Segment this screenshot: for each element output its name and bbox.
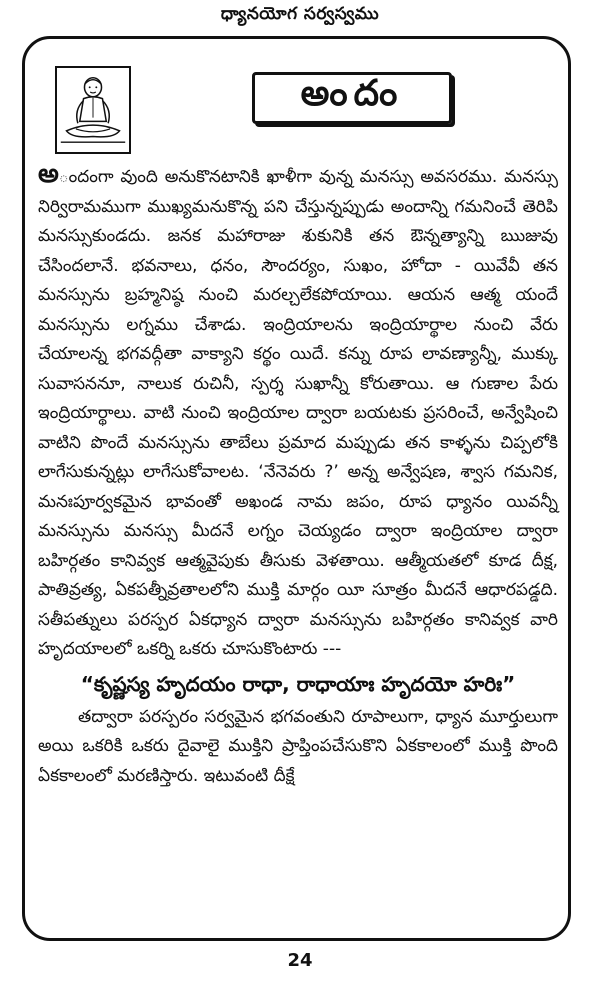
- sanskrit-quote: “కృష్ణస్య హృదయం రాధా, రాధాయాః హృదయో హరిః”: [80, 671, 516, 696]
- title-box: [252, 72, 452, 124]
- paragraph-1: [38, 160, 558, 665]
- drop-cap: అ: [38, 159, 59, 189]
- body-text: [38, 160, 558, 791]
- running-header: ధ్యానయోగ సర్వస్వము: [220, 4, 380, 24]
- paragraph-1-text: ందంగా వుంది అనుకొనటానికి ఖాళీగా వున్న మనస్సు అవసరము. మనస్సు నిర్విరామముగా ముఖ్యమనుకొన్న పని చేస్తున్నప్పుడు అందాన్ని గమనించే తెరిపి మనస్సుకుండదు. జనక మహారాజు శుకునికి తన ఔన్నత్యాన్ని ఋజువు చేసిందలానే. భవనాలు, ధనం, సౌందర్యం, సుఖం, హోదా - యివేవీ తన మనస్సును బ్రహ్మనిష్ఠ నుంచి మరల్చలేకపోయాయి. ఆయన ఆత్మ యందే మనస్సును లగ్నము చేశాడు. ఇంద్రియాలను ఇంద్రియార్థాల నుంచి వేరు చేయాలన్న భగవద్గీతా వాక్యాని కర్థం యిదే. కన్ను రూప లావణ్యాన్నీ, ముక్కు సువాసననూ, నాలుక రుచినీ, స్పర్శ సుఖాన్నీ కోరుతాయి. ఆ గుణాల పేరు ఇంద్రియార్థాలు. వాటి నుంచి ఇంద్రియాల ద్వారా బయటకు ప్రసరించే, అన్వేషించి వాటిని పొందే మనస్సును తాబేలు ప్రమాద మప్పుడు తన కాళ్ళను చిప్పలోకి లాగేసుకున్నట్లు లాగేసుకోవాలట. ‘నేనెవరు ?’ అన్న అన్వేషణ, శ్వాస గమనిక, మనఃపూర్వకమైన భావంతో అఖండ నామ జపం, రూప ధ్యానం యివన్నీ మనస్సును మనస్సు మీదనే లగ్నం చెయ్యడం ద్వారా ఇంద్రియాల ద్వారా బహిర్గతం కానివ్వక ఆత్మవైపుకు తీసుకు వెళతాయి. ఆత్మీయతలో కూడ దీక్ష, పాతివ్రత్య, ఏకపత్నీవ్రతాలలోని ముక్తి మార్గం యీ సూత్రం మీదనే ఆధారపడ్డది. సతీపత్నులు పరస్పర ఏకధ్యాన ద్వారా మనస్సును బహిర్గతం కానివ్వక వారి హృదయాలలో ఒకర్ని ఒకరు చూసుకొంటారు ---: [38, 167, 558, 659]
- page-number: 24: [287, 950, 313, 971]
- seated-guru-portrait-icon: [55, 66, 131, 154]
- page-title: అందం: [300, 73, 404, 114]
- paragraph-2: తద్వారా పరస్పరం సర్వమైన భగవంతుని రూపాలుగా, ధ్యాన మూర్తులుగా అయి ఒకరికి ఒకరు దైవాలై ముక్తిని ప్రాప్తింపచేసుకొని ఏకకాలంలో ముక్తి పొంది ఏకకాలంలో మరణిస్తారు. ఇటువంటి దీక్షే: [38, 706, 558, 786]
